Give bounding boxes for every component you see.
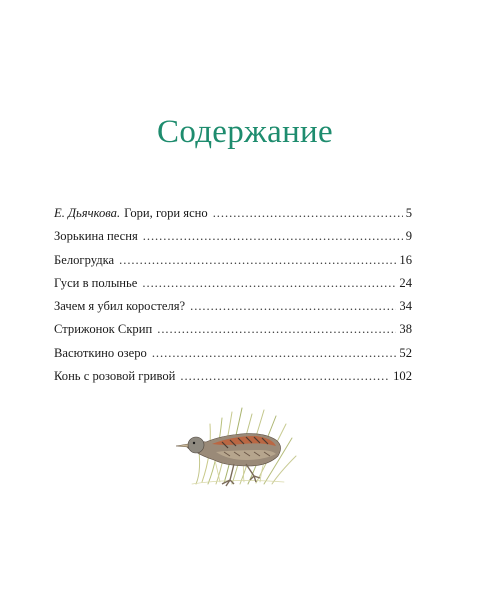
table-of-contents: [54, 203, 412, 389]
toc-item[interactable]: [54, 343, 412, 366]
toc-page-number: 102: [393, 369, 412, 384]
toc-page-number: 38: [399, 322, 412, 337]
dot-leader: [180, 366, 390, 386]
dot-leader: [142, 273, 396, 293]
toc-item[interactable]: [54, 273, 412, 296]
toc-title: Стрижонок Скрип: [54, 322, 153, 337]
toc-title: Белогрудка: [54, 252, 115, 267]
corncrake-bird-illustration: [172, 404, 300, 488]
dot-leader: [152, 343, 397, 363]
dot-leader: [190, 296, 396, 316]
toc-author: Е. Дьячкова.: [54, 206, 121, 220]
toc-title: Гори, гори ясно: [124, 206, 208, 220]
toc-item[interactable]: [54, 203, 412, 226]
toc-item[interactable]: [54, 296, 412, 319]
toc-title: Васюткино озеро: [54, 345, 147, 360]
bird-body: [176, 434, 281, 486]
dot-leader: [143, 226, 403, 246]
page-title: Содержание: [157, 114, 333, 150]
toc-title: Конь с розовой гривой: [54, 369, 176, 384]
toc-page-number: 5: [405, 206, 412, 220]
toc-item[interactable]: [54, 226, 412, 249]
toc-item[interactable]: [54, 366, 412, 389]
toc-item[interactable]: [54, 319, 412, 342]
dot-leader: [157, 319, 396, 339]
toc-page-number: 16: [399, 252, 412, 267]
dot-leader: [119, 250, 396, 270]
toc-title: Зачем я убил коростеля?: [54, 299, 186, 314]
toc-page-number: 34: [399, 299, 412, 314]
toc-page-number: 24: [399, 275, 412, 290]
toc-page-number: 52: [399, 345, 412, 360]
toc-title: Гуси в полынье: [54, 275, 138, 290]
toc-page-number: 9: [405, 229, 412, 244]
dot-leader: [213, 203, 403, 223]
toc-title: Зорькина песня: [54, 229, 138, 244]
toc-item[interactable]: [54, 250, 412, 273]
